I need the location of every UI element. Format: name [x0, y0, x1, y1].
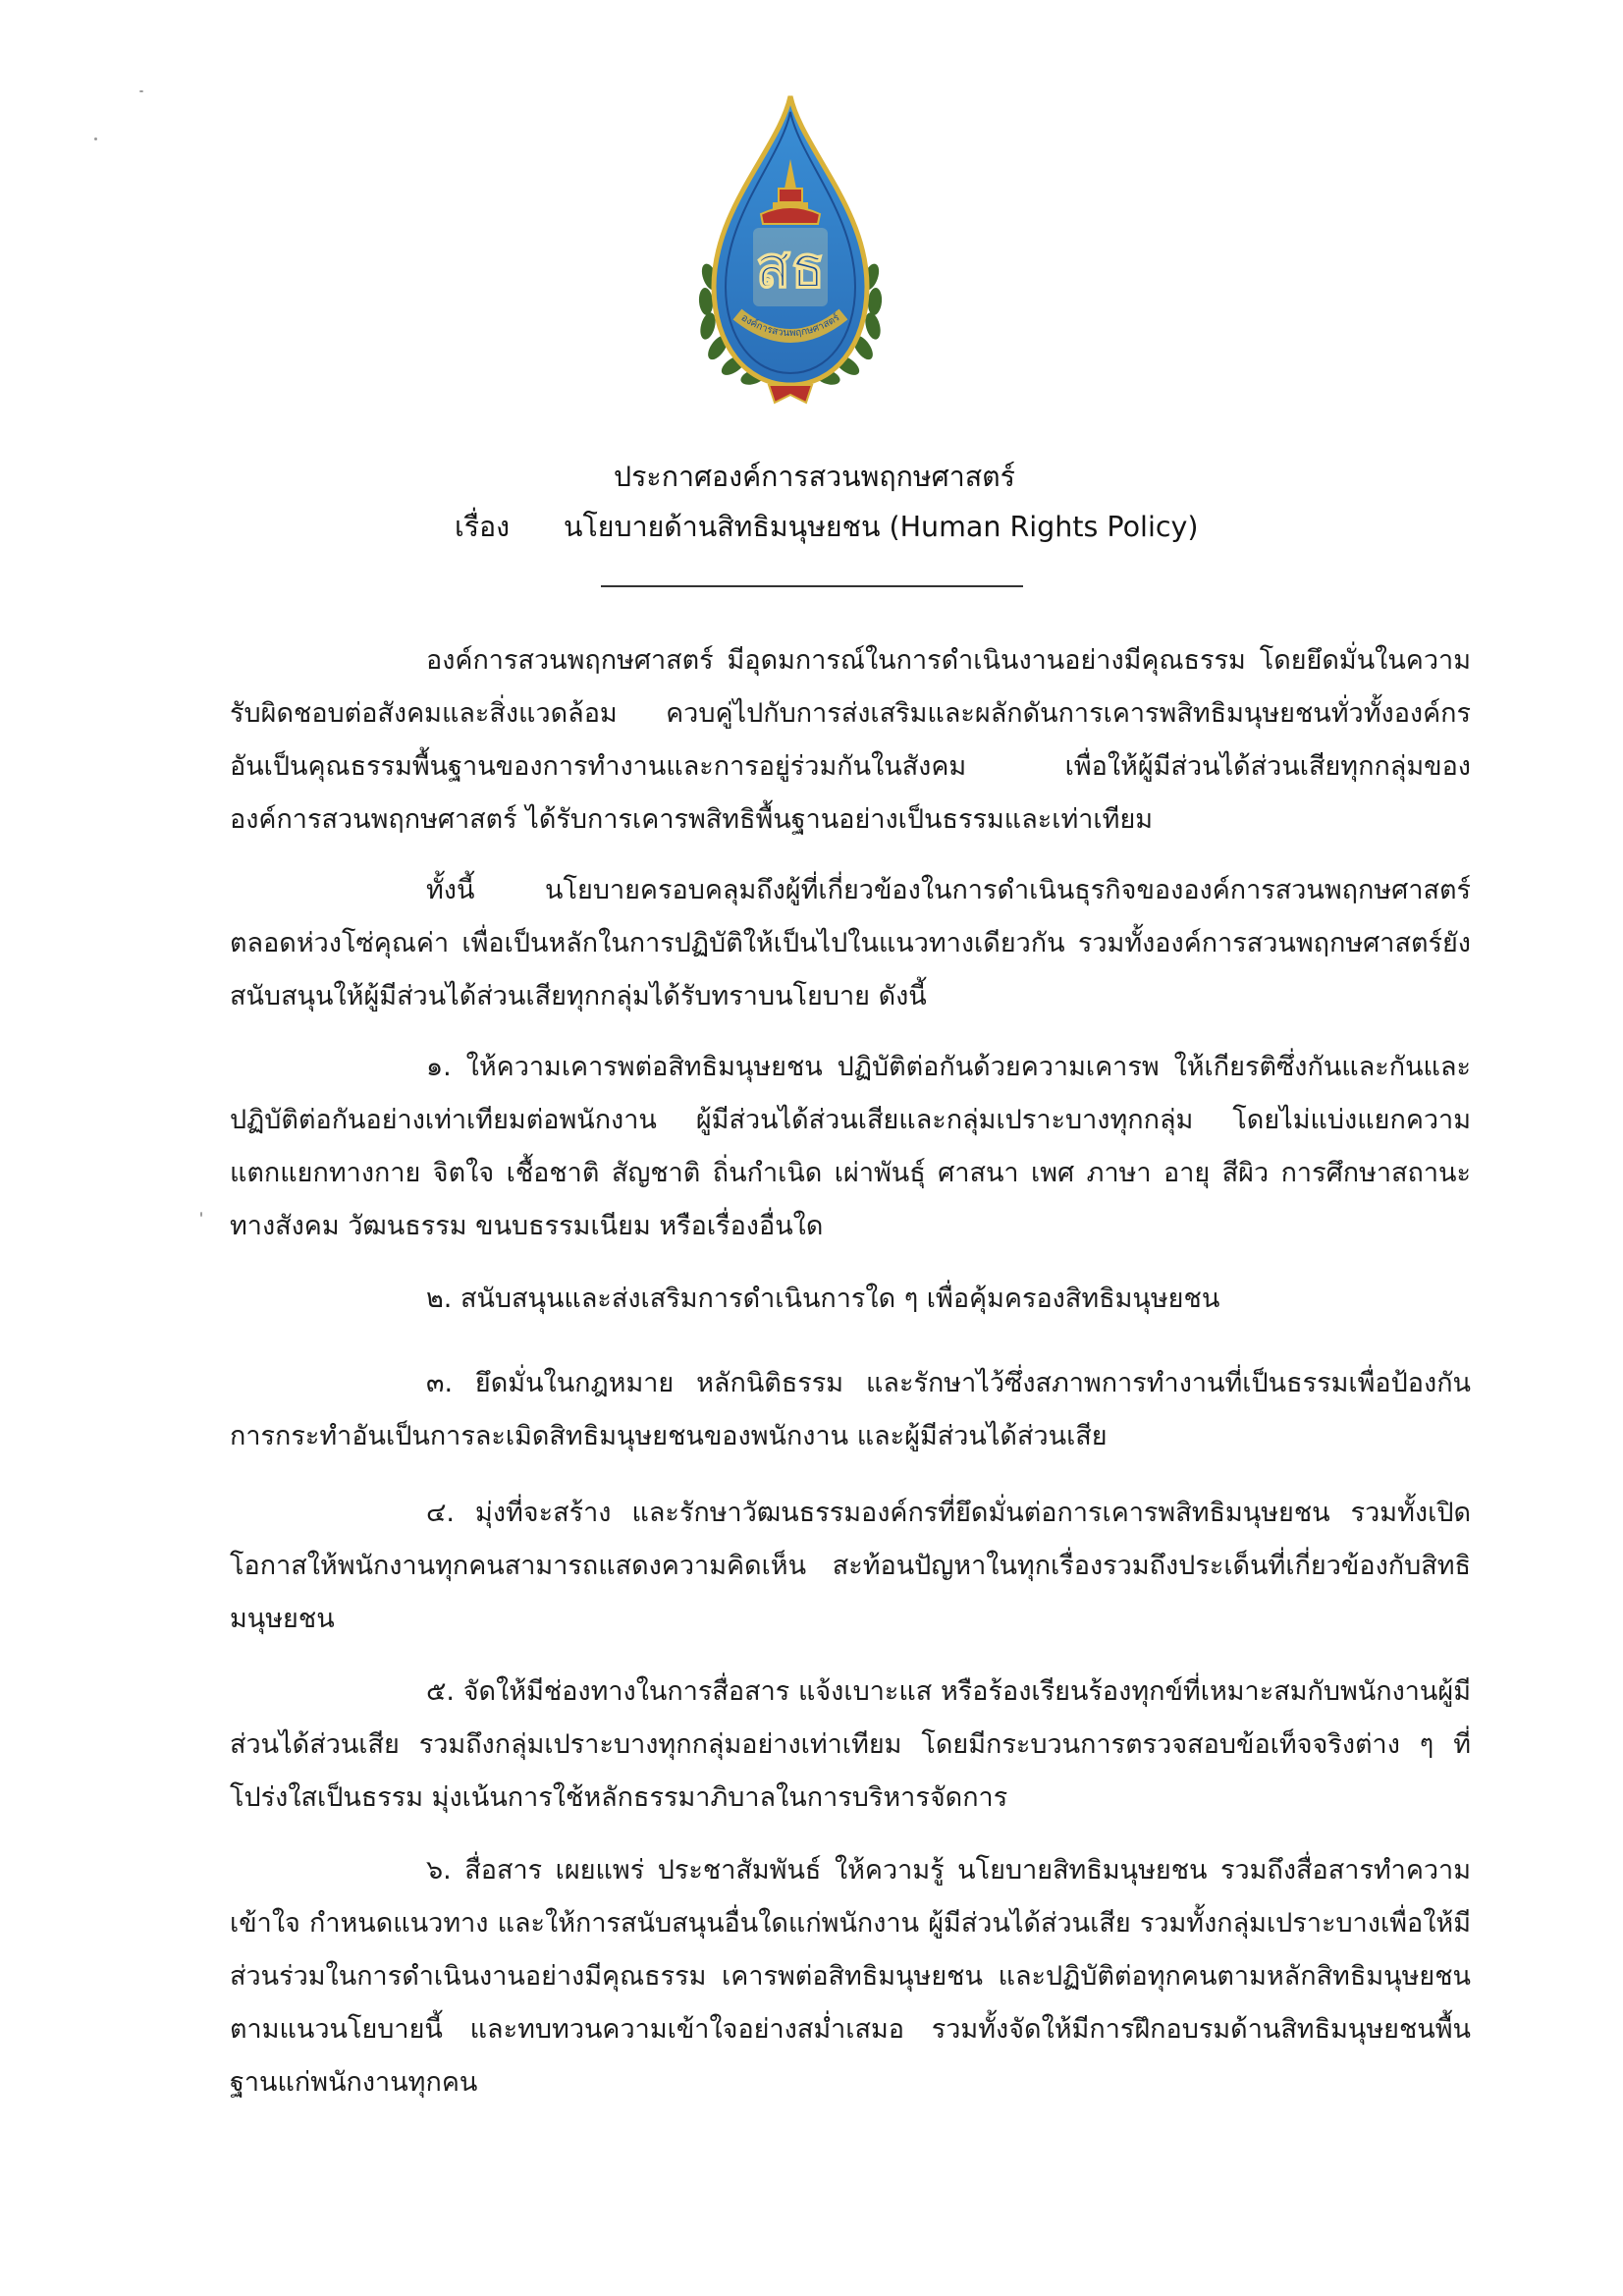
page-title: ประกาศองค์การสวนพฤกษศาสตร์ — [614, 461, 1015, 493]
scope-paragraph: ทั้งนี้ นโยบายครอบคลุมถึงผู้ที่เกี่ยวข้องในการดำเนินธุรกิจขององค์การสวนพฤกษศาสตร์ตลอดห่วงโซ่คุณค่า เพื่อเป็นหลักในการปฏิบัติให้เป็นไปในแนวทางเดียวกัน รวมทั้งองค์การสวนพฤกษศาสตร์ยังสนับสนุนให้ผู้มีส่วนได้ส่วนเสียทุกกลุ่มได้รับทราบนโยบาย ดังนี้ — [230, 875, 1471, 1011]
ribbon-shape — [769, 385, 812, 403]
scan-speck — [200, 1212, 202, 1217]
subject-text: นโยบายด้านสิทธิมนุษยชน (Human Rights Policy) — [564, 511, 1199, 543]
policy-item-3: ๓. ยึดมั่นในกฎหมาย หลักนิติธรรม และรักษาไว้ซึ่งสภาพการทำงานที่เป็นธรรมเพื่อป้องกันการกระทำอันเป็นการละเมิดสิทธิมนุษยชนของพนักงาน และผู้มีส่วนได้ส่วนเสีย — [230, 1368, 1471, 1451]
subject-label: เรื่อง — [455, 511, 511, 543]
title-divider — [601, 585, 1023, 587]
policy-item-4: ๔. มุ่งที่จะสร้าง และรักษาวัฒนธรรมองค์กรที่ยึดมั่นต่อการเคารพสิทธิมนุษยชน รวมทั้งเปิดโอกาสให้พนักงานทุกคนสามารถแสดงความคิดเห็น สะท้อนปัญหาในทุกเรื่องรวมถึงประเด็นที่เกี่ยวข้องกับสิทธิมนุษยชน — [230, 1498, 1471, 1634]
svg-text:สธ: สธ — [755, 234, 826, 301]
organization-logo — [692, 90, 889, 414]
intro-paragraph: องค์การสวนพฤกษศาสตร์ มีอุดมการณ์ในการดำเนินงานอย่างมีคุณธรรม โดยยึดมั่นในความรับผิดชอบต่อสังคมและสิ่งแวดล้อม ควบคู่ไปกับการส่งเสริมและผลักดันการเคารพสิทธิมนุษยชนทั่วทั้งองค์กร อันเป็นคุณธรรมพื้นฐานของการทำงานและการอยู่ร่วมกันในสังคม เพื่อให้ผู้มีส่วนได้ส่วนเสียทุกกลุ่มขององค์การสวนพฤกษศาสตร์ ได้รับการเคารพสิทธิพื้นฐานอย่างเป็นธรรมและเท่าเทียม — [230, 645, 1471, 835]
scan-speck — [139, 90, 143, 92]
policy-item-5: ๕. จัดให้มีช่องทางในการสื่อสาร แจ้งเบาะแส หรือร้องเรียนร้องทุกข์ที่เหมาะสมกับพนักงานผู้มีส่วนได้ส่วนเสีย รวมถึงกลุ่มเปราะบางทุกกลุ่มอย่างเท่าเทียม โดยมีกระบวนการตรวจสอบข้อเท็จจริงต่าง ๆ ที่โปร่งใสเป็นธรรม มุ่งเน้นการใช้หลักธรรมาภิบาลในการบริหารจัดการ — [230, 1676, 1471, 1813]
seal-text: องค์การสวนพฤกษศาสตร์ — [738, 312, 842, 340]
monogram-icon — [753, 228, 828, 306]
policy-item-6: ๖. สื่อสาร เผยแพร่ ประชาสัมพันธ์ ให้ความรู้ นโยบายสิทธิมนุษยชน รวมถึงสื่อสารทำความเข้าใจ กำหนดแนวทาง และให้การสนับสนุนอื่นใดแก่พนักงาน ผู้มีส่วนได้ส่วนเสีย รวมทั้งกลุ่มเปราะบางเพื่อให้มีส่วนร่วมในการดำเนินงานอย่างมีคุณธรรม เคารพต่อสิทธิมนุษยชน และปฏิบัติต่อทุกคนตามหลักสิทธิมนุษยชนตามแนวนโยบายนี้ และทบทวนความเข้าใจอย่างสม่ำเสมอ รวมทั้งจัดให้มีการฝึกอบรมด้านสิทธิมนุษยชนพื้นฐานแก่พนักงานทุกคน — [230, 1855, 1471, 2098]
policy-item-1: ๑. ให้ความเคารพต่อสิทธิมนุษยชน ปฏิบัติต่อกันด้วยความเคารพ ให้เกียรติซึ่งกันและกันและปฏิบัติต่อกันอย่างเท่าเทียมต่อพนักงาน ผู้มีส่วนได้ส่วนเสียและกลุ่มเปราะบางทุกกลุ่ม โดยไม่แบ่งแยกความแตกแยกทางกาย จิตใจ เชื้อชาติ สัญชาติ ถิ่นกำเนิด เผ่าพันธุ์ ศาสนา เพศ ภาษา อายุ สีผิว การศึกษาสถานะทางสังคม วัฒนธรรม ขนบธรรมเนียม หรือเรื่องอื่นใด — [230, 1052, 1471, 1241]
policy-item-2: ๒. สนับสนุนและส่งเสริมการดำเนินการใด ๆ เพื่อคุ้มครองสิทธิมนุษยชน — [426, 1284, 1220, 1314]
scan-speck — [94, 137, 97, 140]
